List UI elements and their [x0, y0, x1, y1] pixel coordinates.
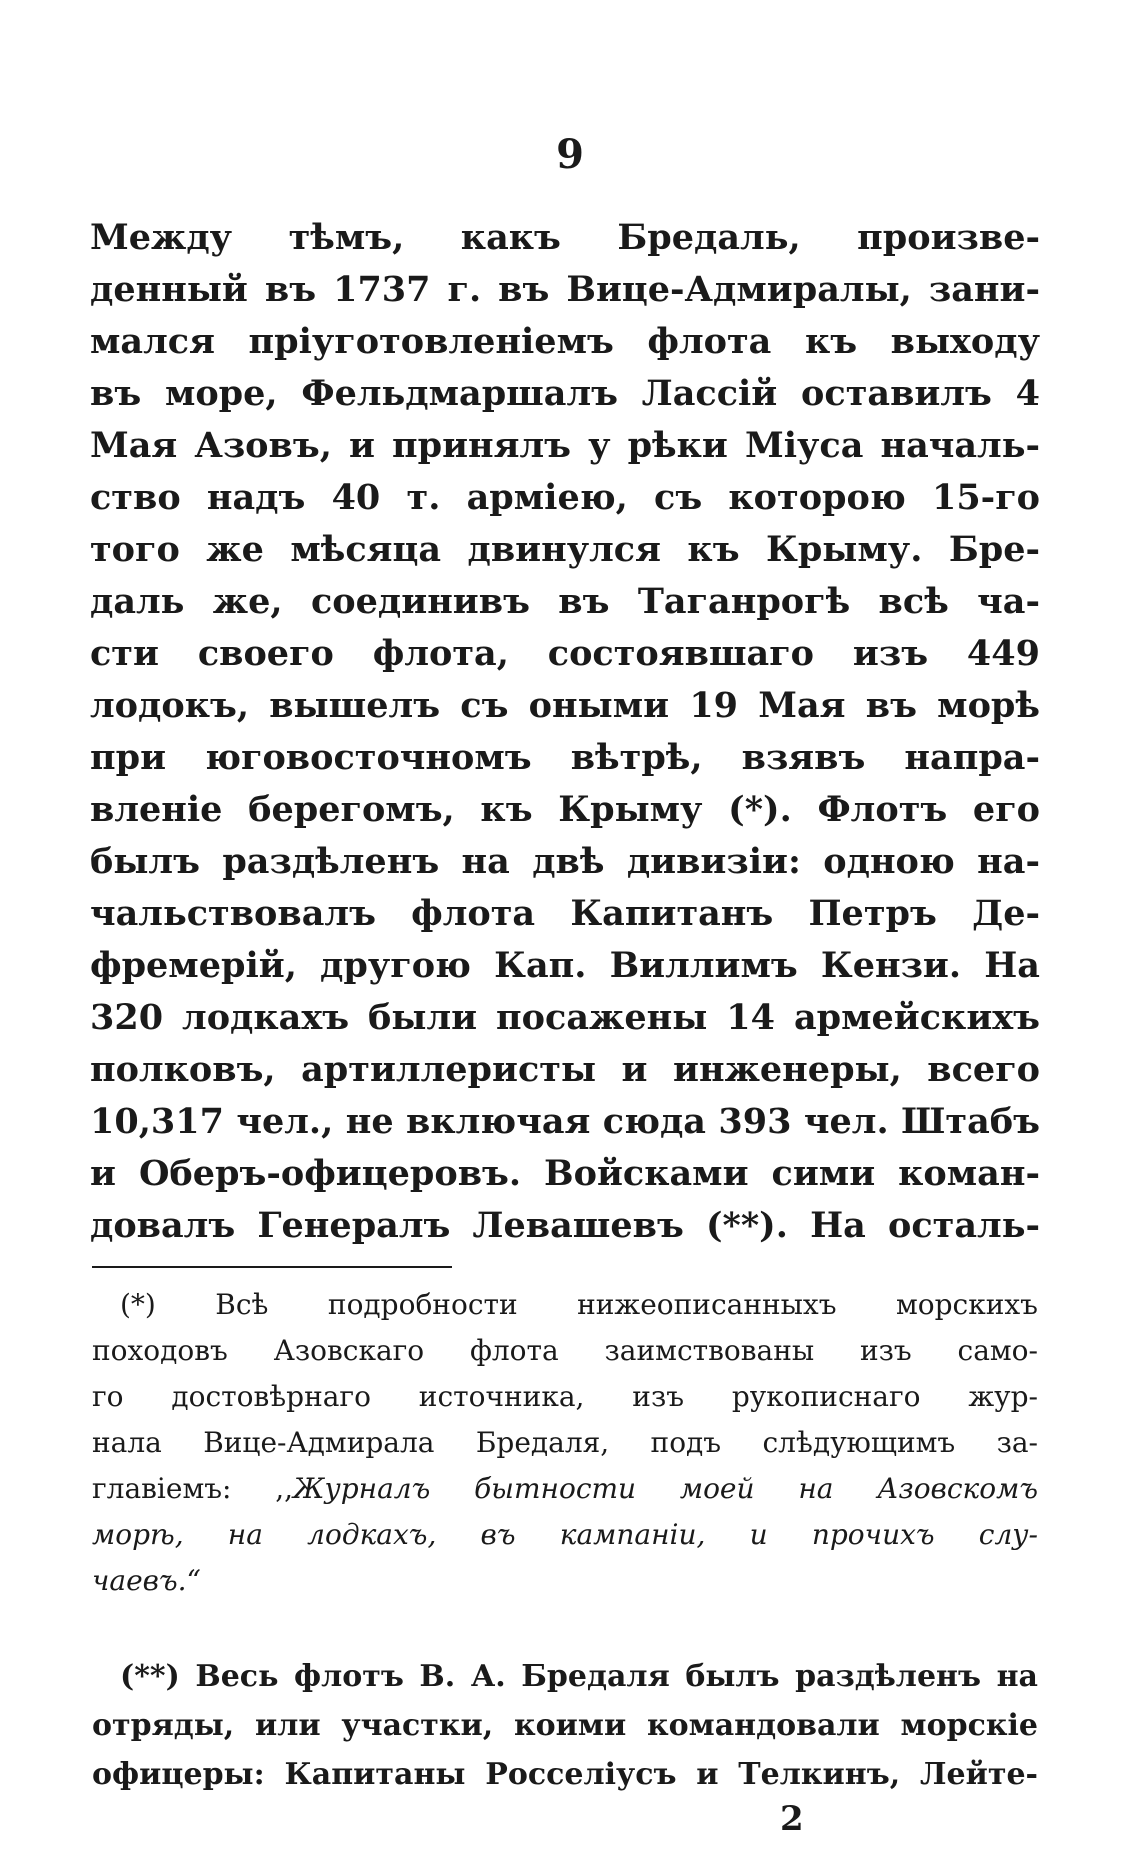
text-line: довалъ Генералъ Левашевъ (**). На осталь-: [90, 1205, 1040, 1246]
text-line: даль же, соединивъ въ Таганрогѣ всѣ ча-: [90, 581, 1040, 622]
footnote-line: [92, 1466, 1038, 1512]
page-number: 9: [556, 131, 584, 178]
main-body-text: [90, 212, 1040, 1252]
footnote-line: нала Вице-Адмирала Бредаля, подъ слѣдующимъ за-: [92, 1426, 1038, 1459]
footnote-italic-title: морѣ, на лодкахъ, въ кампаніи, и прочихъ слу-: [92, 1518, 1038, 1551]
footnote-line: [92, 1558, 1038, 1604]
text-line: фремерій, другою Кап. Виллимъ Кензи. На: [90, 945, 1040, 986]
footnote-line: (**) Весь флотъ В. А. Бредаля былъ раздѣленъ на: [120, 1659, 1038, 1694]
footnote-line: [92, 1512, 1038, 1558]
text-line: Мая Азовъ, и принялъ у рѣки Міуса началь-: [90, 425, 1040, 466]
text-line: 320 лодкахъ были посажены 14 армейскихъ: [90, 997, 1040, 1038]
footnote-line: (*) Всѣ подробности нижеописанныхъ морскихъ: [120, 1288, 1038, 1321]
text-line: и Оберъ-офицеровъ. Войсками сими коман-: [90, 1153, 1040, 1194]
text-line: сти своего флота, состоявшаго изъ 449: [90, 633, 1040, 674]
footnote-line: офицеры: Капитаны Росселіусъ и Телкинъ, Лейте-: [92, 1757, 1038, 1792]
text-line: 10,317 чел., не включая сюда 393 чел. Штабъ: [90, 1101, 1040, 1142]
footnote-line: отряды, или участки, коими командовали морскіе: [92, 1708, 1038, 1743]
footnote-line: го достовѣрнаго источника, изъ рукописнаго жур-: [92, 1380, 1038, 1413]
text-line: ство надъ 40 т. арміею, съ которою 15-го: [90, 477, 1040, 518]
footnote-separator: [92, 1266, 452, 1268]
text-line: денный въ 1737 г. въ Вице-Адмиралы, зани-: [90, 269, 1040, 310]
footnote-italic-title: чаевъ.“: [92, 1564, 201, 1597]
text-line: чальствовалъ флота Капитанъ Петръ Де-: [90, 893, 1040, 934]
footnote-2: [92, 1652, 1038, 1799]
text-line: полковъ, артиллеристы и инженеры, всего: [90, 1049, 1040, 1090]
footnote-1: [92, 1282, 1038, 1604]
footnote-text: главіемъ: ,,: [92, 1472, 294, 1505]
text-line: въ море, Фельдмаршалъ Лассій оставилъ 4: [90, 373, 1040, 414]
text-line: вленіе берегомъ, къ Крыму (*). Флотъ его: [90, 789, 1040, 830]
footnote-line: походовъ Азовскаго флота заимствованы изъ само-: [92, 1334, 1038, 1367]
text-line: Между тѣмъ, какъ Бредаль, произве-: [90, 217, 1040, 258]
signature-mark: 2: [780, 1799, 804, 1839]
text-line: былъ раздѣленъ на двѣ дивизіи: одною на-: [90, 841, 1040, 882]
text-line: того же мѣсяца двинулся къ Крыму. Бре-: [90, 529, 1040, 570]
text-line: при юговосточномъ вѣтрѣ, взявъ напра-: [90, 737, 1040, 778]
text-line: мался пріуготовленіемъ флота къ выходу: [90, 321, 1040, 362]
footnote-italic-title: Журналъ бытности моей на Азовскомъ: [293, 1472, 1038, 1505]
text-line: лодокъ, вышелъ съ оными 19 Мая въ морѣ: [90, 685, 1040, 726]
